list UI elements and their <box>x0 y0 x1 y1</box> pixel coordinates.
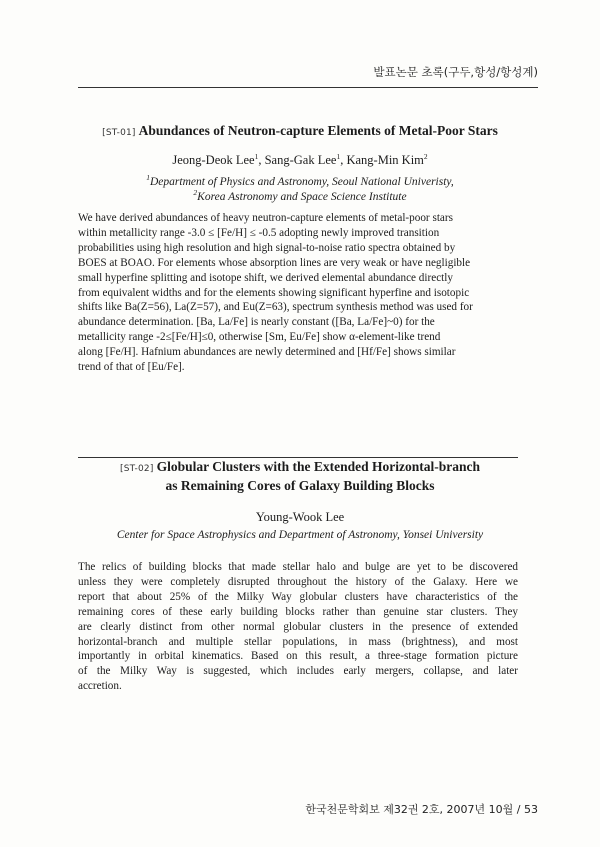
abstract-line: report that about 25% of the Milky Way globular clusters have characteristics of the <box>78 590 518 603</box>
abstract-line: shifts like Ba(Z=56), La(Z=57), and Eu(Z=63), spectrum synthesis method was used for <box>78 301 473 314</box>
author-separator: , <box>258 153 265 168</box>
abstract-line: metallicity range -2≤[Fe/H]≤0, otherwise [Sm, Eu/Fe] show α-element-like trend <box>78 331 441 344</box>
header-rule <box>78 87 538 88</box>
article1-authors <box>0 152 600 168</box>
abstract-line: horizontal-branch and multiple stellar populations, in mass (brightness), and most <box>78 635 518 648</box>
author-name: Sang-Gak Lee <box>264 153 337 168</box>
abstract-line: abundance determination. [Ba, La/Fe] is nearly constant ([Ba, La/Fe]~0) for the <box>78 316 435 329</box>
author-sup: 1 <box>254 152 259 161</box>
affiliation-text: Korea Astronomy and Space Science Institute <box>197 190 407 203</box>
abstract-line: trend of that of [Eu/Fe]. <box>78 361 185 374</box>
abstract-line: unless they were completely disrupted throughout the history of the Galaxy. Here we <box>78 575 518 588</box>
abstract-line: are clearly distinct from other normal globular clusters in the presence of extended <box>78 620 518 633</box>
abstract-line: We have derived abundances of heavy neutron-capture elements of metal-poor stars <box>78 212 453 224</box>
article2-author: Young-Wook Lee <box>255 510 345 524</box>
author-sup: 1 <box>336 152 341 161</box>
article1-tag: [ST-01] <box>102 128 136 138</box>
abstract-line: remaining cores of these early building blocks rather than genuine star clusters. They <box>78 605 518 618</box>
abstract-line: probabilities using high resolution and high signal-to-noise ratio spectra obtained by <box>78 241 456 254</box>
article2-abstract <box>78 560 518 694</box>
abstract-line: accretion. <box>78 680 122 693</box>
abstract-line: BOES at BOAO. For elements whose absorption lines are very weak or have negligible <box>78 256 471 269</box>
abstract-line: along [Fe/H]. Hafnium abundances are newly determined and [Hf/Fe] shows similar <box>78 346 456 359</box>
article2-tag: [ST-02] <box>120 464 154 474</box>
header-section-title: 발표논문 초록(구두,항성/항성계) <box>373 65 538 79</box>
affiliation-sup: 1 <box>146 173 150 182</box>
abstract-line: The relics of building blocks that made stellar halo and bulge are yet to be discovered <box>78 561 518 573</box>
author-sup: 2 <box>423 152 428 161</box>
author-name: Kang-Min Kim <box>346 153 424 168</box>
article1-title-text: Abundances of Neutron-capture Elements of Metal-Poor Stars <box>138 123 498 138</box>
affiliation-sup: 2 <box>193 188 198 197</box>
author-separator: , <box>340 153 347 168</box>
article1-title <box>0 121 600 143</box>
abstract-line: within metallicity range -3.0 ≤ [Fe/H] ≤ -0.5 adopting newly improved transition <box>78 226 440 239</box>
abstract-line: importantly in orbital kinematics. Based on this result, a three-stage formation picture <box>78 650 518 663</box>
article2-affiliation: Center for Space Astrophysics and Department of Astronomy, Yonsei University <box>116 529 484 541</box>
abstract-line: from equivalent widths and for the elements showing significant hyperfine and isotopic <box>78 286 470 299</box>
article2-title-line2: as Remaining Cores of Galaxy Building Blocks <box>165 478 435 493</box>
author-name: Jeong-Deok Lee <box>172 153 255 168</box>
page-footer: 한국천문학회보 제32권 2호, 2007년 10월 / 53 <box>305 803 538 816</box>
article1-affiliation-2 <box>0 185 600 205</box>
abstract-line: small hyperfine splitting and isotope shift, we derived elemental abundance directly <box>78 271 453 284</box>
affiliation-text: Department of Physics and Astronomy, Seoul National Univeristy, <box>149 175 454 188</box>
article1-abstract <box>78 211 518 375</box>
article2-title-text-1: Globular Clusters with the Extended Horizontal-branch <box>156 459 480 474</box>
abstract-line: of the Milky Way is suggested, which includes early mergers, collapse, and later <box>78 665 518 678</box>
